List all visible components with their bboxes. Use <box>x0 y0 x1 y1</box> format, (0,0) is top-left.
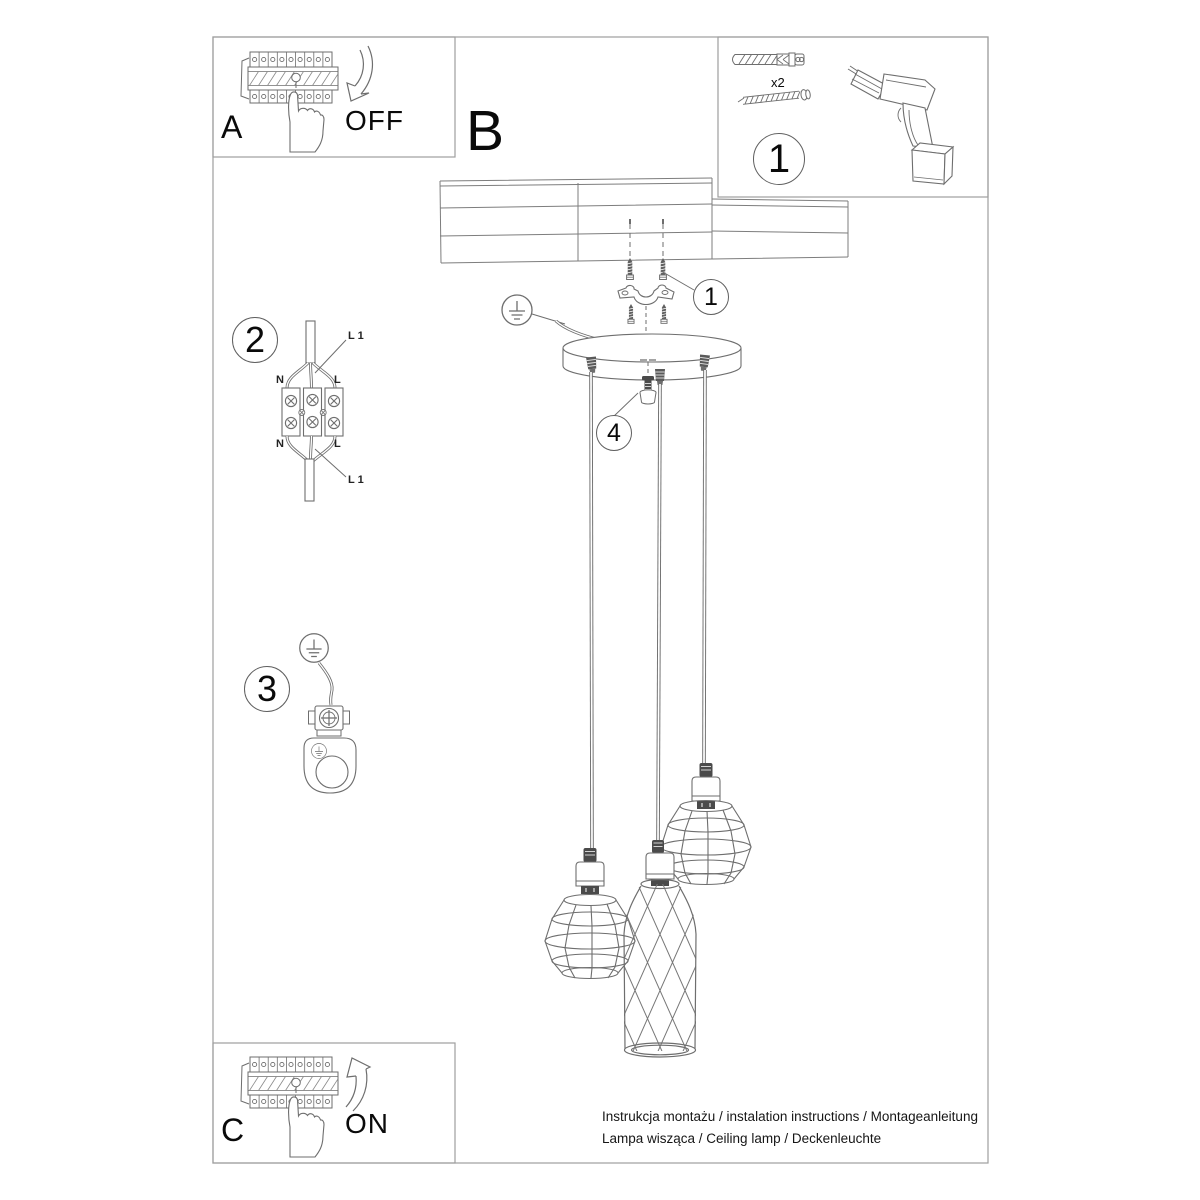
wire-label-n-top: N <box>276 374 284 386</box>
wall-plug-drawing <box>733 53 805 66</box>
wire-label-l1-top: L 1 <box>348 330 364 342</box>
mounting-screw-icon <box>628 304 634 323</box>
ground-clamp-drawing <box>300 634 356 793</box>
cage-lamp-left <box>545 848 635 979</box>
cable-gland-icon <box>655 369 665 385</box>
callout-number: 2 <box>244 319 266 360</box>
panel-b-label: B <box>466 99 505 163</box>
mounting-screw-icon <box>661 304 667 323</box>
callout-number: 1 <box>767 136 791 181</box>
off-label: OFF <box>345 105 404 136</box>
mounting-screw-icon <box>660 258 667 280</box>
panel-c-box <box>213 1043 455 1163</box>
wire-label-l1-bottom: L 1 <box>348 474 364 486</box>
footer-title-line1: Instrukcja montażu / instalation instructions / Montageanleitung <box>602 1109 978 1124</box>
wire-label-l-bottom: L <box>334 438 341 450</box>
callout-number: 1 <box>704 282 718 311</box>
footer-title-line2: Lampa wisząca / Ceiling lamp / Deckenleuchte <box>602 1131 882 1146</box>
panel-c-label: C <box>221 1112 245 1148</box>
panel-a-box <box>213 37 455 157</box>
callout-step-1-parts <box>753 133 805 185</box>
on-label: ON <box>345 1108 389 1139</box>
ground-icon <box>502 295 532 325</box>
callout-number: 4 <box>607 418 621 447</box>
wire-label-n-bottom: N <box>276 438 284 450</box>
callout-number: 3 <box>256 668 278 709</box>
wire-label-l-top: L <box>334 374 341 386</box>
callout-step-2 <box>232 317 278 363</box>
drill-hole-dashes <box>630 219 663 258</box>
anchor-quantity-label: x2 <box>771 75 785 90</box>
panel-a-label: A <box>221 109 243 145</box>
callout-step-3 <box>244 666 290 712</box>
mounting-screw-icon <box>627 258 634 280</box>
ground-icon <box>300 634 329 663</box>
callout-step-1 <box>693 279 729 315</box>
terminal-block-drawing <box>282 321 346 501</box>
callout-step-4 <box>596 415 632 451</box>
